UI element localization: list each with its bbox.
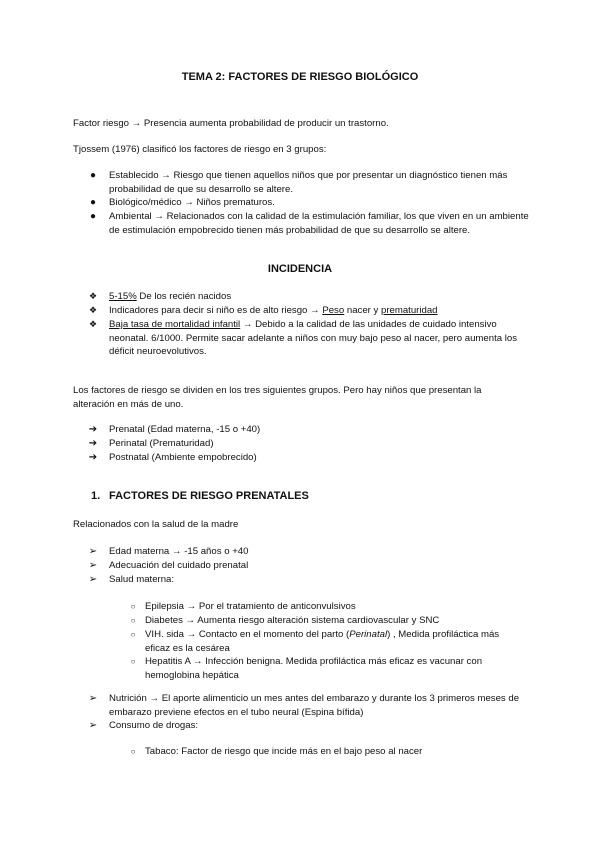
arrow-item-postnatal: Postnatal (Ambiente empobrecido) [109, 452, 257, 463]
section-subtitle: Relacionados con la salud de la madre [73, 519, 239, 530]
indicators-join: nacer y [344, 305, 381, 316]
diamond-bullet-icon: ❖ [88, 291, 98, 301]
arrow-bullet-icon: ➔ [88, 424, 98, 435]
circle-bullet-icon: ○ [130, 657, 136, 666]
vih-text: VIH. sida → Contacto en el momento del parto ( [145, 629, 350, 640]
diamond-bullet-icon: ❖ [88, 305, 98, 315]
incidence-item-mortality [109, 318, 529, 359]
bullet-dot-icon: ● [89, 170, 97, 181]
prenatal-item-salud: Salud materna: [109, 574, 175, 585]
arrowhead-bullet-icon: ➢ [88, 560, 98, 571]
diamond-bullet-icon: ❖ [88, 319, 98, 329]
tjossem-paragraph: Tjossem (1976) clasificó los factores de riesgo en 3 grupos: [73, 144, 327, 155]
section-number: 1. [91, 490, 101, 502]
incidence-item-indicators [109, 304, 438, 318]
section-heading: FACTORES DE RIESGO PRENATALES [109, 490, 309, 502]
indicator-prematuridad: prematuridad [380, 305, 438, 316]
incidence-item-rate [109, 290, 231, 304]
group-established: Establecido → Riesgo que tienen aquellos niños que por presentar un diagnóstico tienen más probabilidad de que su desarrollo se altere. [109, 170, 508, 195]
circle-bullet-icon: ○ [130, 616, 136, 625]
arrowhead-bullet-icon: ➢ [88, 720, 98, 731]
indicators-text: Indicadores para decir si niño es de alto riesgo → [109, 305, 323, 316]
incidence-rate-text: De los recién nacidos [136, 291, 232, 302]
prenatal-item-cuidado: Adecuación del cuidado prenatal [109, 560, 249, 571]
arrow-bullet-icon: ➔ [88, 438, 98, 449]
factor-definition: Factor riesgo → Presencia aumenta probabilidad de producir un trastorno. [73, 118, 389, 129]
arrowhead-bullet-icon: ➢ [88, 546, 98, 557]
incidence-rate-value: 5-15% [109, 291, 137, 302]
mortality-label: Baja tasa de mortalidad infantil [109, 319, 241, 330]
incidencia-heading: INCIDENCIA [267, 263, 333, 275]
salud-hepatitis: Hepatitis A → Infección benigna. Medida profiláctica más eficaz es vacunar con hemoglobina hepática [145, 656, 483, 681]
indicator-peso: Peso [322, 305, 345, 316]
drogas-tabaco: Tabaco: Factor de riesgo que incide más en el bajo peso al nacer [145, 746, 423, 757]
circle-bullet-icon: ○ [130, 630, 136, 639]
arrowhead-bullet-icon: ➢ [88, 693, 98, 704]
vih-rest: ) , Medida profiláctica más eficaz es la cesárea [145, 629, 500, 654]
arrow-item-prenatal: Prenatal (Edad materna, -15 o +40) [109, 424, 261, 435]
group-biological: Biológico/médico → Niños prematuros. [109, 197, 275, 208]
salud-epilepsia: Epilepsia → Por el tratamiento de anticonvulsivos [145, 601, 356, 612]
bullet-dot-icon: ● [89, 211, 97, 222]
salud-diabetes: Diabetes → Aumenta riesgo alteración sistema cardiovascular y SNC [145, 615, 440, 626]
circle-bullet-icon: ○ [130, 747, 136, 756]
prenatal-item-nutricion: Nutrición → El aporte alimenticio un mes antes del embarazo y durante los 3 primeros meses de embarazo previene efectos en el tubo neural (Espina bífida) [109, 693, 520, 718]
group-environmental: Ambiental → Relacionados con la calidad de la estimulación familiar, los que viven en un ambiente de estimulación empobrecido tienen más probabilidad de que su desarrollo se altere. [109, 211, 529, 236]
arrow-bullet-icon: ➔ [88, 452, 98, 463]
mortality-text: → Debido a la calidad de las unidades de cuidado intensivo neonatal. 6/1000. Permite sacar adelante a niños con muy bajo peso al nacer, pero aumenta los déficit neuroevolutivos. [109, 319, 517, 357]
bullet-dot-icon: ● [89, 197, 97, 208]
circle-bullet-icon: ○ [130, 602, 136, 611]
vih-perinatal: Perinatal [349, 629, 388, 640]
division-paragraph: Los factores de riesgo se dividen en los tres siguientes grupos. Pero hay niños que presentan la alteración en más de uno. [73, 385, 482, 410]
arrow-item-perinatal: Perinatal (Prematuridad) [109, 438, 214, 449]
page-title: TEMA 2: FACTORES DE RIESGO BIOLÓGICO [181, 71, 419, 83]
salud-vih [145, 628, 520, 655]
prenatal-item-drogas: Consumo de drogas: [109, 720, 199, 731]
prenatal-item-edad: Edad materna → -15 años o +40 [109, 546, 249, 557]
arrowhead-bullet-icon: ➢ [88, 574, 98, 585]
